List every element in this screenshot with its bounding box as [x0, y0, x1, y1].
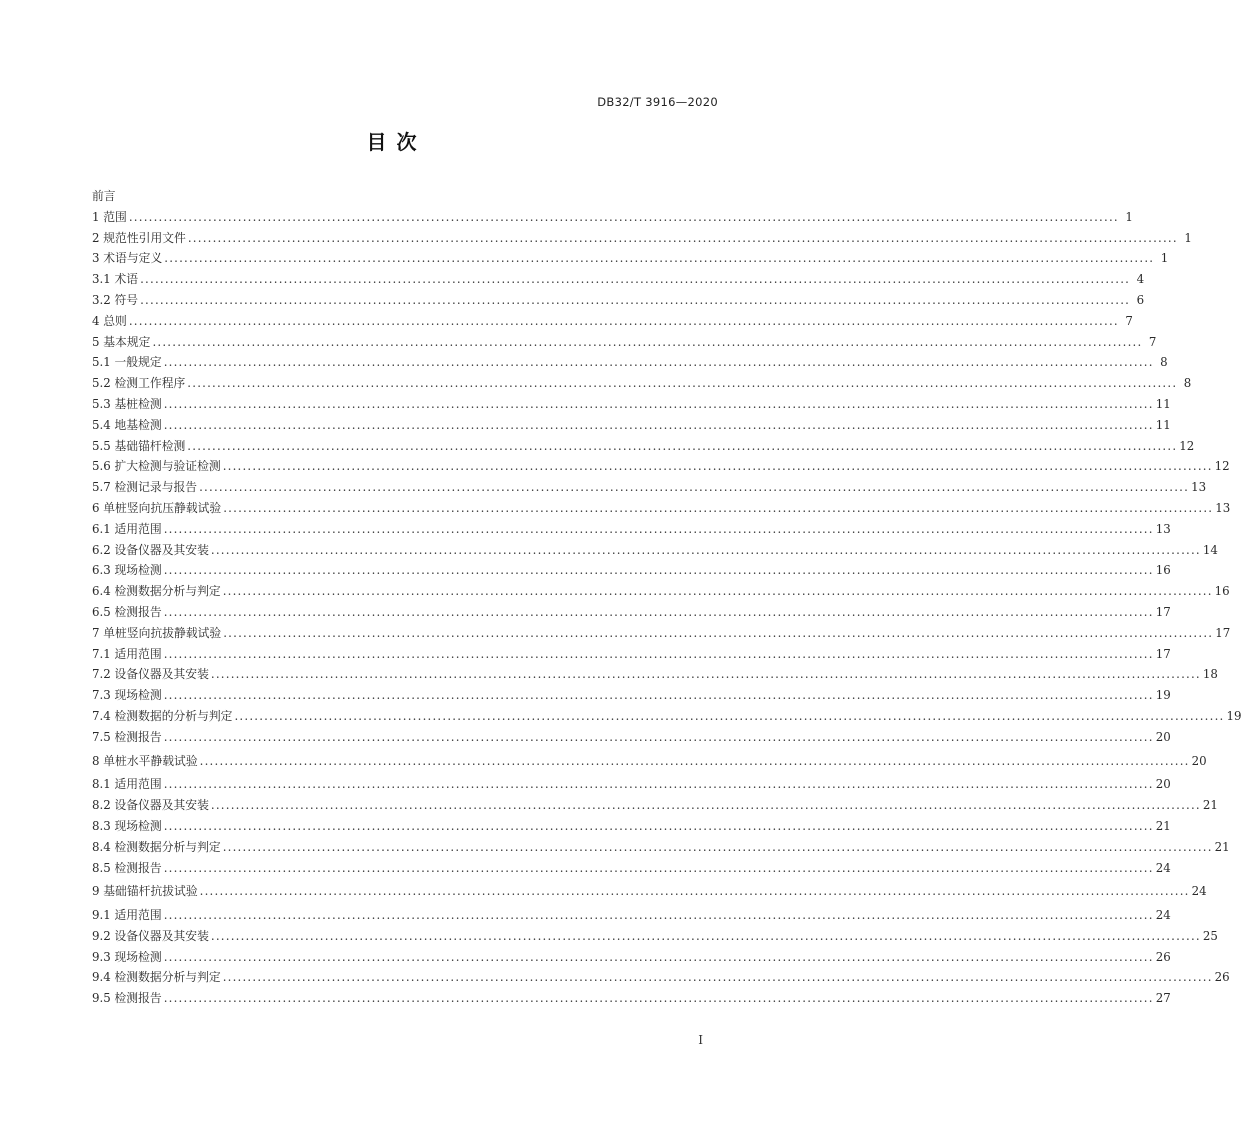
toc-entry[interactable]: [92, 967, 1230, 988]
toc-entry-label: 6.3 现场检测: [92, 563, 162, 578]
toc-entry[interactable]: [92, 774, 1171, 795]
toc-entry-page: 11: [1155, 417, 1171, 432]
toc-entry[interactable]: [92, 332, 1157, 353]
page-title: 目次: [366, 130, 427, 154]
toc-entry-page: 1: [1125, 209, 1133, 224]
toc-entry-page: 12: [1214, 459, 1230, 474]
toc-entry-page: 17: [1155, 604, 1171, 619]
toc-entry[interactable]: [92, 988, 1171, 1009]
toc-entry-page: 8: [1160, 355, 1168, 370]
toc-entry-label: 8.5 检测报告: [92, 860, 162, 875]
toc-entry-label: 5 基本规定: [92, 334, 151, 349]
document-code: DB32/T 3916—2020: [597, 95, 718, 109]
toc-entry-page: 12: [1179, 438, 1195, 453]
toc-entry-label: 6.4 检测数据分析与判定: [92, 584, 221, 599]
toc-leader-dots: ........................................................................................................................................................................................................: [187, 438, 1178, 453]
toc-entry[interactable]: [92, 540, 1218, 561]
toc-entry[interactable]: [92, 228, 1192, 249]
toc-leader-dots: ........................................................................................................................................................................................................: [163, 563, 1154, 578]
toc-leader-dots: ........................................................................................................................................................................................................: [223, 625, 1214, 640]
toc-entry-label: 9 基础锚杆抗拔试验: [92, 884, 198, 899]
toc-entry-page: 17: [1155, 646, 1171, 661]
toc-entry[interactable]: [92, 858, 1171, 879]
toc-leader-dots: ........................................................................................................................................................................................................: [128, 313, 1119, 328]
toc-entry-page: 8: [1183, 376, 1192, 391]
toc-entry[interactable]: [92, 498, 1231, 519]
toc-entry-label: 8.1 适用范围: [92, 777, 162, 792]
table-of-contents: [92, 186, 1242, 1009]
toc-entry-label: 7.3 现场检测: [92, 688, 162, 703]
toc-entry[interactable]: [92, 186, 715, 207]
toc-entry-page: 17: [1215, 625, 1231, 640]
toc-entry[interactable]: [92, 706, 1242, 727]
toc-entry-label: 6.1 适用范围: [92, 521, 162, 536]
toc-entry-label: 8.4 检测数据分析与判定: [92, 839, 221, 854]
toc-leader-dots: ........................................................................................................................................................................................................: [199, 884, 1190, 899]
toc-entry-label: 5.5 基础锚杆检测: [92, 438, 186, 453]
toc-leader-dots: ........................................................................................................................................................................................................: [223, 500, 1214, 515]
toc-entry-page: 6: [1136, 292, 1145, 307]
toc-leader-dots: ........................................................................................................................................................................................................: [199, 480, 1190, 495]
toc-leader-dots: ........................................................................................................................................................................................................: [163, 604, 1154, 619]
toc-entry-page: 27: [1155, 991, 1171, 1006]
toc-leader-dots: ........................................................................................................................................................................................................: [222, 459, 1213, 474]
toc-leader-dots: ........................................................................................................................................................................................................: [163, 818, 1154, 833]
toc-entry[interactable]: [92, 816, 1171, 837]
toc-leader-dots: ........................................................................................................................................................................................................: [234, 708, 1225, 723]
toc-entry-page: 13: [1155, 521, 1171, 536]
page-number: I: [698, 1033, 703, 1047]
toc-entry[interactable]: [92, 311, 1133, 332]
toc-entry-label: 5.2 检测工作程序: [92, 376, 186, 391]
toc-entry-label: 5.3 基桩检测: [92, 396, 162, 411]
toc-leader-dots: ........................................................................................................................................................................................................: [163, 729, 1154, 744]
toc-leader-dots: ........................................................................................................................................................................................................: [163, 521, 1154, 536]
toc-entry-label: 8 单桩水平静载试验: [92, 753, 198, 768]
toc-entry-page: 16: [1155, 563, 1171, 578]
toc-entry[interactable]: [92, 727, 1171, 748]
toc-leader-dots: ........................................................................................................................................................................................................: [128, 209, 1119, 224]
toc-entry-label: 9.2 设备仪器及其安装: [92, 928, 209, 943]
toc-entry-page: 21: [1155, 818, 1171, 833]
toc-entry[interactable]: [92, 664, 1218, 685]
toc-entry-label: 4 总则: [92, 313, 127, 328]
toc-entry[interactable]: [92, 394, 1171, 415]
toc-leader-dots: ........................................................................................................................................................................................................: [152, 334, 1143, 349]
toc-entry-page: 21: [1214, 839, 1230, 854]
toc-leader-dots: ........................................................................................................................................................................................................: [163, 908, 1154, 923]
toc-entry-page: 26: [1155, 949, 1171, 964]
toc-entry-page: 1: [1160, 251, 1169, 266]
toc-entry[interactable]: [92, 477, 1207, 498]
toc-entry[interactable]: [92, 560, 1171, 581]
toc-entry-label: 7.5 检测报告: [92, 729, 162, 744]
toc-leader-dots: ........................................................................................................................................................................................................: [222, 970, 1213, 985]
toc-entry-page: 24: [1191, 884, 1207, 899]
toc-entry-page: 19: [1155, 688, 1171, 703]
toc-entry[interactable]: [92, 685, 1171, 706]
toc-entry[interactable]: [92, 644, 1171, 665]
toc-leader-dots: ........................................................................................................................................................................................................: [210, 798, 1201, 813]
toc-entry[interactable]: [92, 436, 1195, 457]
toc-leader-dots: ........................................................................................................................................................................................................: [210, 542, 1201, 557]
toc-entry[interactable]: [92, 207, 1133, 228]
toc-entry-label: 6 单桩竖向抗压静载试验: [92, 500, 222, 515]
toc-entry-label: 6.2 设备仪器及其安装: [92, 542, 209, 557]
toc-entry[interactable]: [92, 456, 1230, 477]
toc-entry-page: 14: [1202, 542, 1218, 557]
toc-entry-label: 5.4 地基检测: [92, 417, 162, 432]
toc-entry-label: 5.6 扩大检测与验证检测: [92, 459, 221, 474]
toc-leader-dots: ........................................................................................................................................................................................................: [222, 839, 1213, 854]
toc-entry-label: 1 范围: [92, 209, 127, 224]
toc-entry-label: 3.1 术语: [92, 272, 139, 287]
toc-entry[interactable]: [92, 519, 1171, 540]
toc-entry-label: 6.5 检测报告: [92, 604, 162, 619]
toc-entry-label: 9.1 适用范围: [92, 908, 162, 923]
toc-entry-page: 20: [1155, 777, 1171, 792]
toc-leader-dots: ........................................................................................................................................................................................................: [163, 396, 1154, 411]
toc-entry-page: 20: [1191, 753, 1207, 768]
toc-entry[interactable]: [92, 926, 1218, 947]
toc-entry-label: 3 术语与定义: [92, 251, 163, 266]
toc-entry-page: 11: [1155, 396, 1171, 411]
toc-leader-dots: ........................................................................................................................................................................................................: [163, 860, 1154, 875]
toc-entry-page: 25: [1202, 928, 1218, 943]
toc-entry-label: 前言: [92, 189, 116, 203]
toc-leader-dots: ........................................................................................................................................................................................................: [187, 376, 1178, 391]
toc-entry[interactable]: [92, 837, 1230, 858]
toc-entry[interactable]: [92, 352, 1168, 373]
toc-leader-dots: ........................................................................................................................................................................................................: [210, 928, 1201, 943]
toc-entry-page: 19: [1226, 708, 1242, 723]
toc-entry-label: 9.4 检测数据分析与判定: [92, 970, 221, 985]
toc-entry-page: 20: [1155, 729, 1171, 744]
toc-entry-label: 2 规范性引用文件: [92, 230, 186, 245]
toc-entry-page: 21: [1202, 798, 1218, 813]
toc-entry[interactable]: [92, 905, 1171, 926]
toc-leader-dots: ........................................................................................................................................................................................................: [210, 667, 1201, 682]
toc-leader-dots: ........................................................................................................................................................................................................: [140, 272, 1131, 287]
toc-entry[interactable]: [92, 581, 1230, 602]
toc-leader-dots: ........................................................................................................................................................................................................: [164, 251, 1155, 266]
toc-entry-label: 7.1 适用范围: [92, 646, 162, 661]
toc-entry-label: 8.3 现场检测: [92, 818, 162, 833]
toc-entry-page: 4: [1136, 272, 1145, 287]
toc-leader-dots: ........................................................................................................................................................................................................: [222, 584, 1213, 599]
toc-leader-dots: ........................................................................................................................................................................................................: [163, 646, 1154, 661]
toc-entry-label: 9.5 检测报告: [92, 991, 162, 1006]
toc-entry[interactable]: [92, 751, 1207, 772]
toc-entry-page: 24: [1155, 860, 1171, 875]
toc-leader-dots: ........................................................................................................................................................................................................: [163, 355, 1154, 370]
toc-leader-dots: ........................................................................................................................................................................................................: [163, 688, 1154, 703]
toc-entry[interactable]: [92, 373, 1192, 394]
toc-leader-dots: ........................................................................................................................................................................................................: [163, 991, 1154, 1006]
toc-entry-page: 24: [1155, 908, 1171, 923]
toc-leader-dots: ........................................................................................................................................................................................................: [163, 777, 1154, 792]
toc-entry[interactable]: [92, 947, 1171, 968]
toc-entry-page: 26: [1214, 970, 1230, 985]
toc-leader-dots: ........................................................................................................................................................................................................: [163, 949, 1154, 964]
toc-entry-page: 13: [1191, 480, 1207, 495]
toc-entry[interactable]: [92, 415, 1171, 436]
toc-entry-page: 13: [1215, 500, 1231, 515]
toc-leader-dots: ........................................................................................................................................................................................................: [140, 292, 1131, 307]
toc-entry-page: 16: [1214, 584, 1230, 599]
toc-entry[interactable]: [92, 269, 1145, 290]
toc-entry[interactable]: [92, 290, 1145, 311]
toc-leader-dots: ........................................................................................................................................................................................................: [199, 753, 1190, 768]
toc-entry-label: 5.7 检测记录与报告: [92, 480, 198, 495]
toc-entry-page: 7: [1148, 334, 1157, 349]
toc-leader-dots: ........................................................................................................................................................................................................: [187, 230, 1178, 245]
toc-entry-label: 7.4 检测数据的分析与判定: [92, 708, 233, 723]
toc-entry[interactable]: [92, 623, 1231, 644]
toc-entry-label: 5.1 一般规定: [92, 355, 162, 370]
toc-entry-label: 3.2 符号: [92, 292, 139, 307]
toc-entry-label: 7 单桩竖向抗拔静载试验: [92, 625, 222, 640]
toc-entry[interactable]: [92, 248, 1169, 269]
toc-entry-label: 9.3 现场检测: [92, 949, 162, 964]
toc-entry-label: 7.2 设备仪器及其安装: [92, 667, 209, 682]
toc-entry-page: 7: [1125, 313, 1133, 328]
toc-entry[interactable]: [92, 602, 1171, 623]
toc-entry-page: 18: [1202, 667, 1218, 682]
toc-entry-page: 1: [1184, 230, 1192, 245]
toc-entry-label: 8.2 设备仪器及其安装: [92, 798, 209, 813]
toc-leader-dots: ........................................................................................................................................................................................................: [163, 417, 1154, 432]
toc-entry[interactable]: [92, 795, 1218, 816]
toc-entry[interactable]: [92, 881, 1207, 902]
